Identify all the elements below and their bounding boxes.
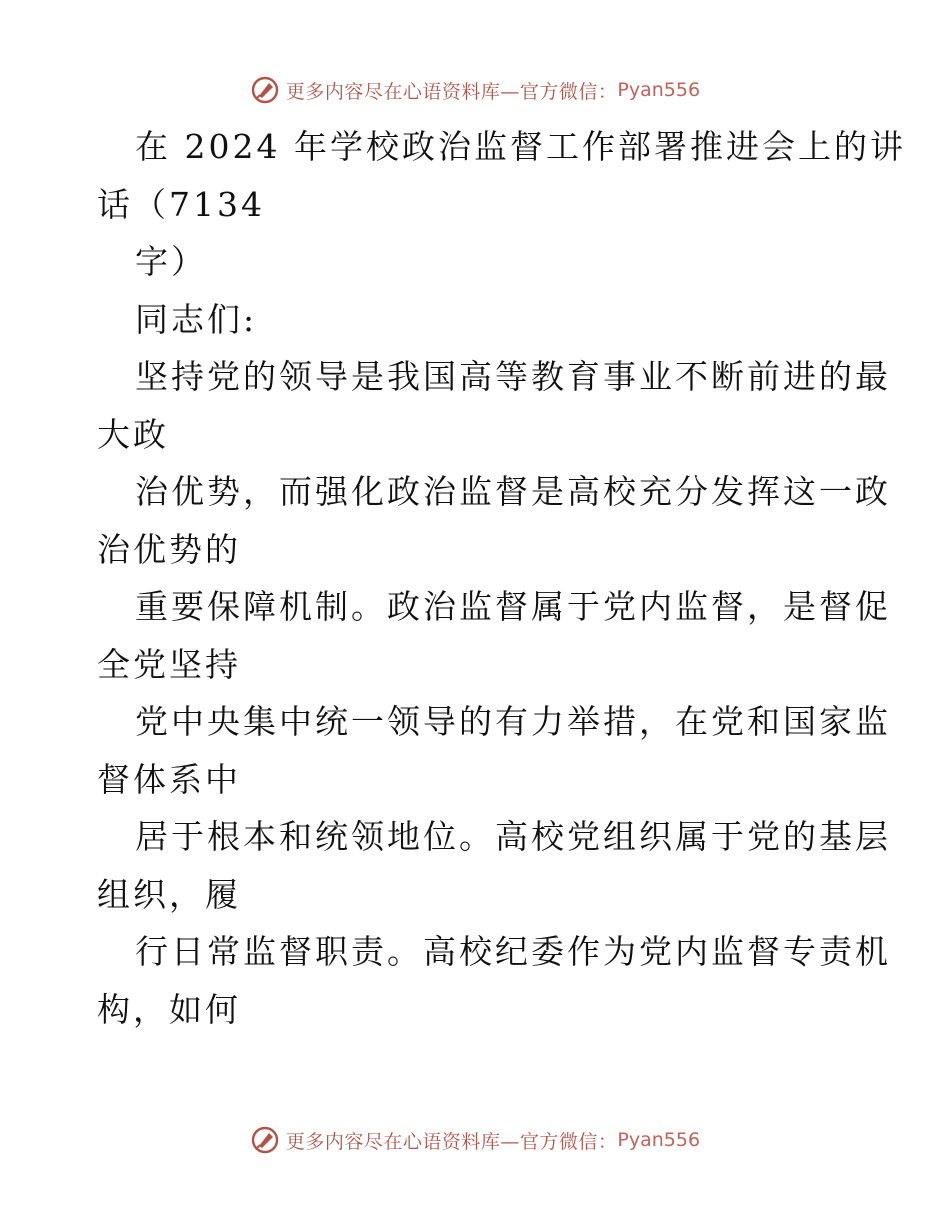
watermark-wechat-id: Pyan556 — [617, 1129, 701, 1151]
text-line: 党中央集中统一领导的有力举措，在党和国家监 — [135, 702, 891, 741]
footer-watermark — [0, 1120, 950, 1160]
text-line: 重要保障机制。政治监督属于党内监督，是督促 — [135, 587, 891, 626]
pen-nib-circle-icon — [250, 75, 280, 105]
header-watermark — [0, 70, 950, 110]
document-body — [97, 118, 906, 1038]
text-line: 话（7134 — [97, 184, 265, 224]
text-line: 治优势，而强化政治监督是高校充分发挥这一政 — [135, 472, 891, 511]
pen-nib-circle-icon — [250, 1125, 280, 1155]
text-line: 行日常监督职责。高校纪委作为党内监督专责机 — [135, 932, 891, 971]
salutation: 同志们: — [135, 299, 258, 339]
watermark-text: 更多内容尽在心语资料库—官方微信： — [285, 80, 618, 103]
text-line: 治优势的 — [97, 529, 241, 569]
text-line: 大政 — [97, 414, 169, 454]
watermark-text: 更多内容尽在心语资料库—官方微信： — [285, 1130, 618, 1153]
text-line: 督体系中 — [97, 759, 241, 799]
text-line: 字） — [135, 242, 207, 281]
watermark-wechat-id: Pyan556 — [617, 79, 701, 101]
text-line: 居于根本和统领地位。高校党组织属于党的基层 — [135, 817, 891, 856]
text-line: 在 2024 年学校政治监督工作部署推进会上的讲 — [135, 127, 906, 166]
text-line: 组织，履 — [97, 874, 241, 914]
text-line: 构，如何 — [97, 989, 241, 1029]
text-line: 坚持党的领导是我国高等教育事业不断前进的最 — [135, 357, 891, 396]
text-line: 全党坚持 — [97, 644, 241, 684]
